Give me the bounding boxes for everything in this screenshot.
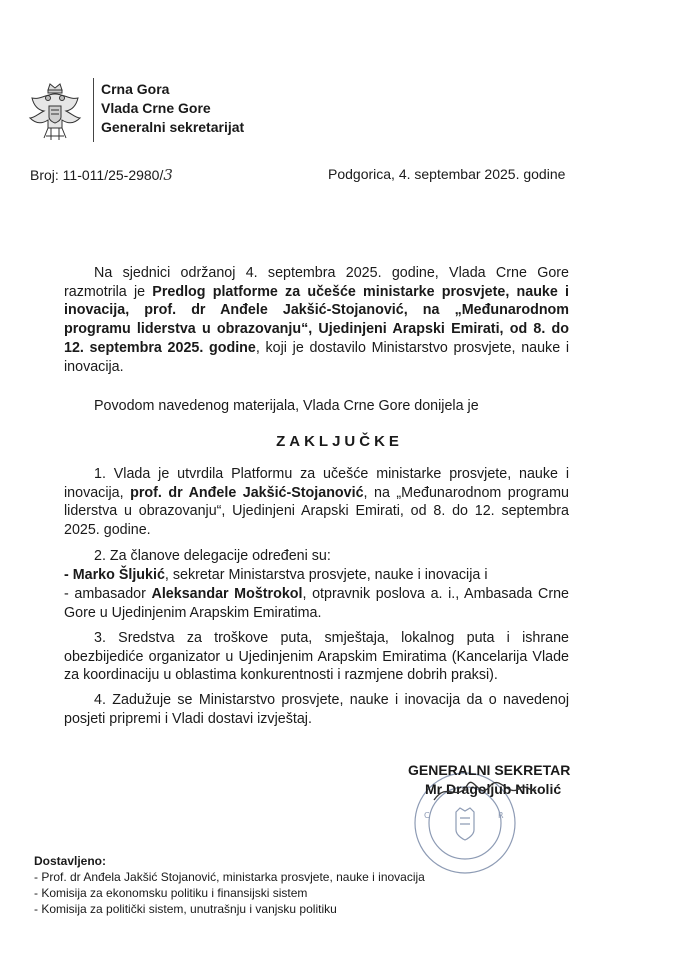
delivered-item: - Komisija za politički sistem, unutrašnju i vanjsku politiku (34, 902, 337, 916)
intro-paragraph (64, 264, 569, 376)
member-1-dash: - (64, 567, 73, 583)
intro-text-b: , koji je dostavilo Ministarstvo prosvjete, nauke i inovacija. (64, 339, 570, 375)
conclusion-4: 4. Zadužuje se Ministarstvo prosvjete, nauke i inovacija da o navedenoj posjeti pripremi i Vladi dostavi izvještaj. (64, 692, 569, 727)
member-2-prefix: - ambasador (64, 586, 152, 602)
signature-name: Mr Dragoljub Nikolić (425, 781, 562, 797)
conclusion-1-b: , na „Međunarodnom programu liderstva u obrazovanju“, Ujedinjeni Arapski Emirati, od 8. do 12. septembra 2025. godine. (64, 484, 569, 539)
conclusion-1 (64, 465, 569, 540)
delivered-list (34, 869, 425, 917)
place-date: Podgorica, 4. septembar 2025. godine (328, 166, 566, 182)
header-divider (93, 78, 94, 142)
coat-of-arms-icon (24, 80, 86, 146)
conclusions-title: ZAKLJUČKE (276, 433, 403, 450)
handwritten-suffix: 3 (163, 166, 173, 184)
delivered-item: - Prof. dr Anđela Jakšić Stojanović, ministarka prosvjete, nauke i inovacija (34, 870, 425, 884)
conclusion-1-a: 1. Vlada je utvrdila Platformu za učešće ministarke prosvjete, nauke i inovacija, (64, 466, 569, 501)
intro-text-a: Na sjednici održanoj 4. septembra 2025. godine, Vlada Crne Gore razmotrila je (64, 265, 569, 300)
letterhead-country: Crna Gora (101, 81, 170, 97)
svg-text:R: R (498, 811, 504, 820)
conclusion-2: 2. Za članove delegacije određeni su: (94, 548, 331, 564)
intro-text-bold: Predlog platforme za učešće ministarke prosvjete, nauke i inovacija, prof. dr Anđele Jakšić-Stojanović, na „Međunarodnom programu liderstva u obrazovanju“, Ujedinjeni Arapski Emirati, od 8. do 12. septembra 2025. godine (64, 283, 569, 356)
member-2-role: , otpravnik poslova a. i., Ambasada Crne Gore u Ujedinjenim Arapskim Emiratima. (64, 586, 569, 621)
conclusion-1-bold: prof. dr Anđele Jakšić-Stojanović (130, 484, 364, 501)
signature-title: GENERALNI SEKRETAR (408, 762, 571, 778)
delegation-member-2 (64, 585, 569, 622)
svg-text:C: C (424, 811, 430, 820)
letterhead (101, 80, 244, 137)
member-2-name: Aleksandar Moštrokol (151, 586, 303, 602)
adoption-line: Povodom navedenog materijala, Vlada Crne Gore donijela je (94, 398, 479, 414)
handwritten-signature-icon (430, 770, 540, 810)
reference-number (30, 166, 173, 184)
member-1-name: Marko Šljukić (72, 567, 165, 583)
conclusion-3: 3. Sredstva za troškove puta, smještaja, lokalnog puta i ishrane obezbijediće organizator u Ujedinjenim Arapskim Emiratima (Kancelarija Vlade za koordinaciju u oblastima konkurentnosti i razmjene dobrih praksi). (64, 630, 569, 684)
delivered-item: - Komisija za ekonomsku politiku i finansijski sistem (34, 886, 308, 900)
letterhead-government: Vlada Crne Gore (101, 100, 211, 116)
delegation-member-1 (64, 566, 569, 585)
reference-number-text: Broj: 11-011/25-2980/ (30, 167, 164, 183)
delivered-label: Dostavljeno: (34, 854, 107, 868)
member-1-role: , sekretar Ministarstva prosvjete, nauke i inovacija i (164, 567, 488, 583)
letterhead-department: Generalni sekretarijat (101, 119, 245, 135)
